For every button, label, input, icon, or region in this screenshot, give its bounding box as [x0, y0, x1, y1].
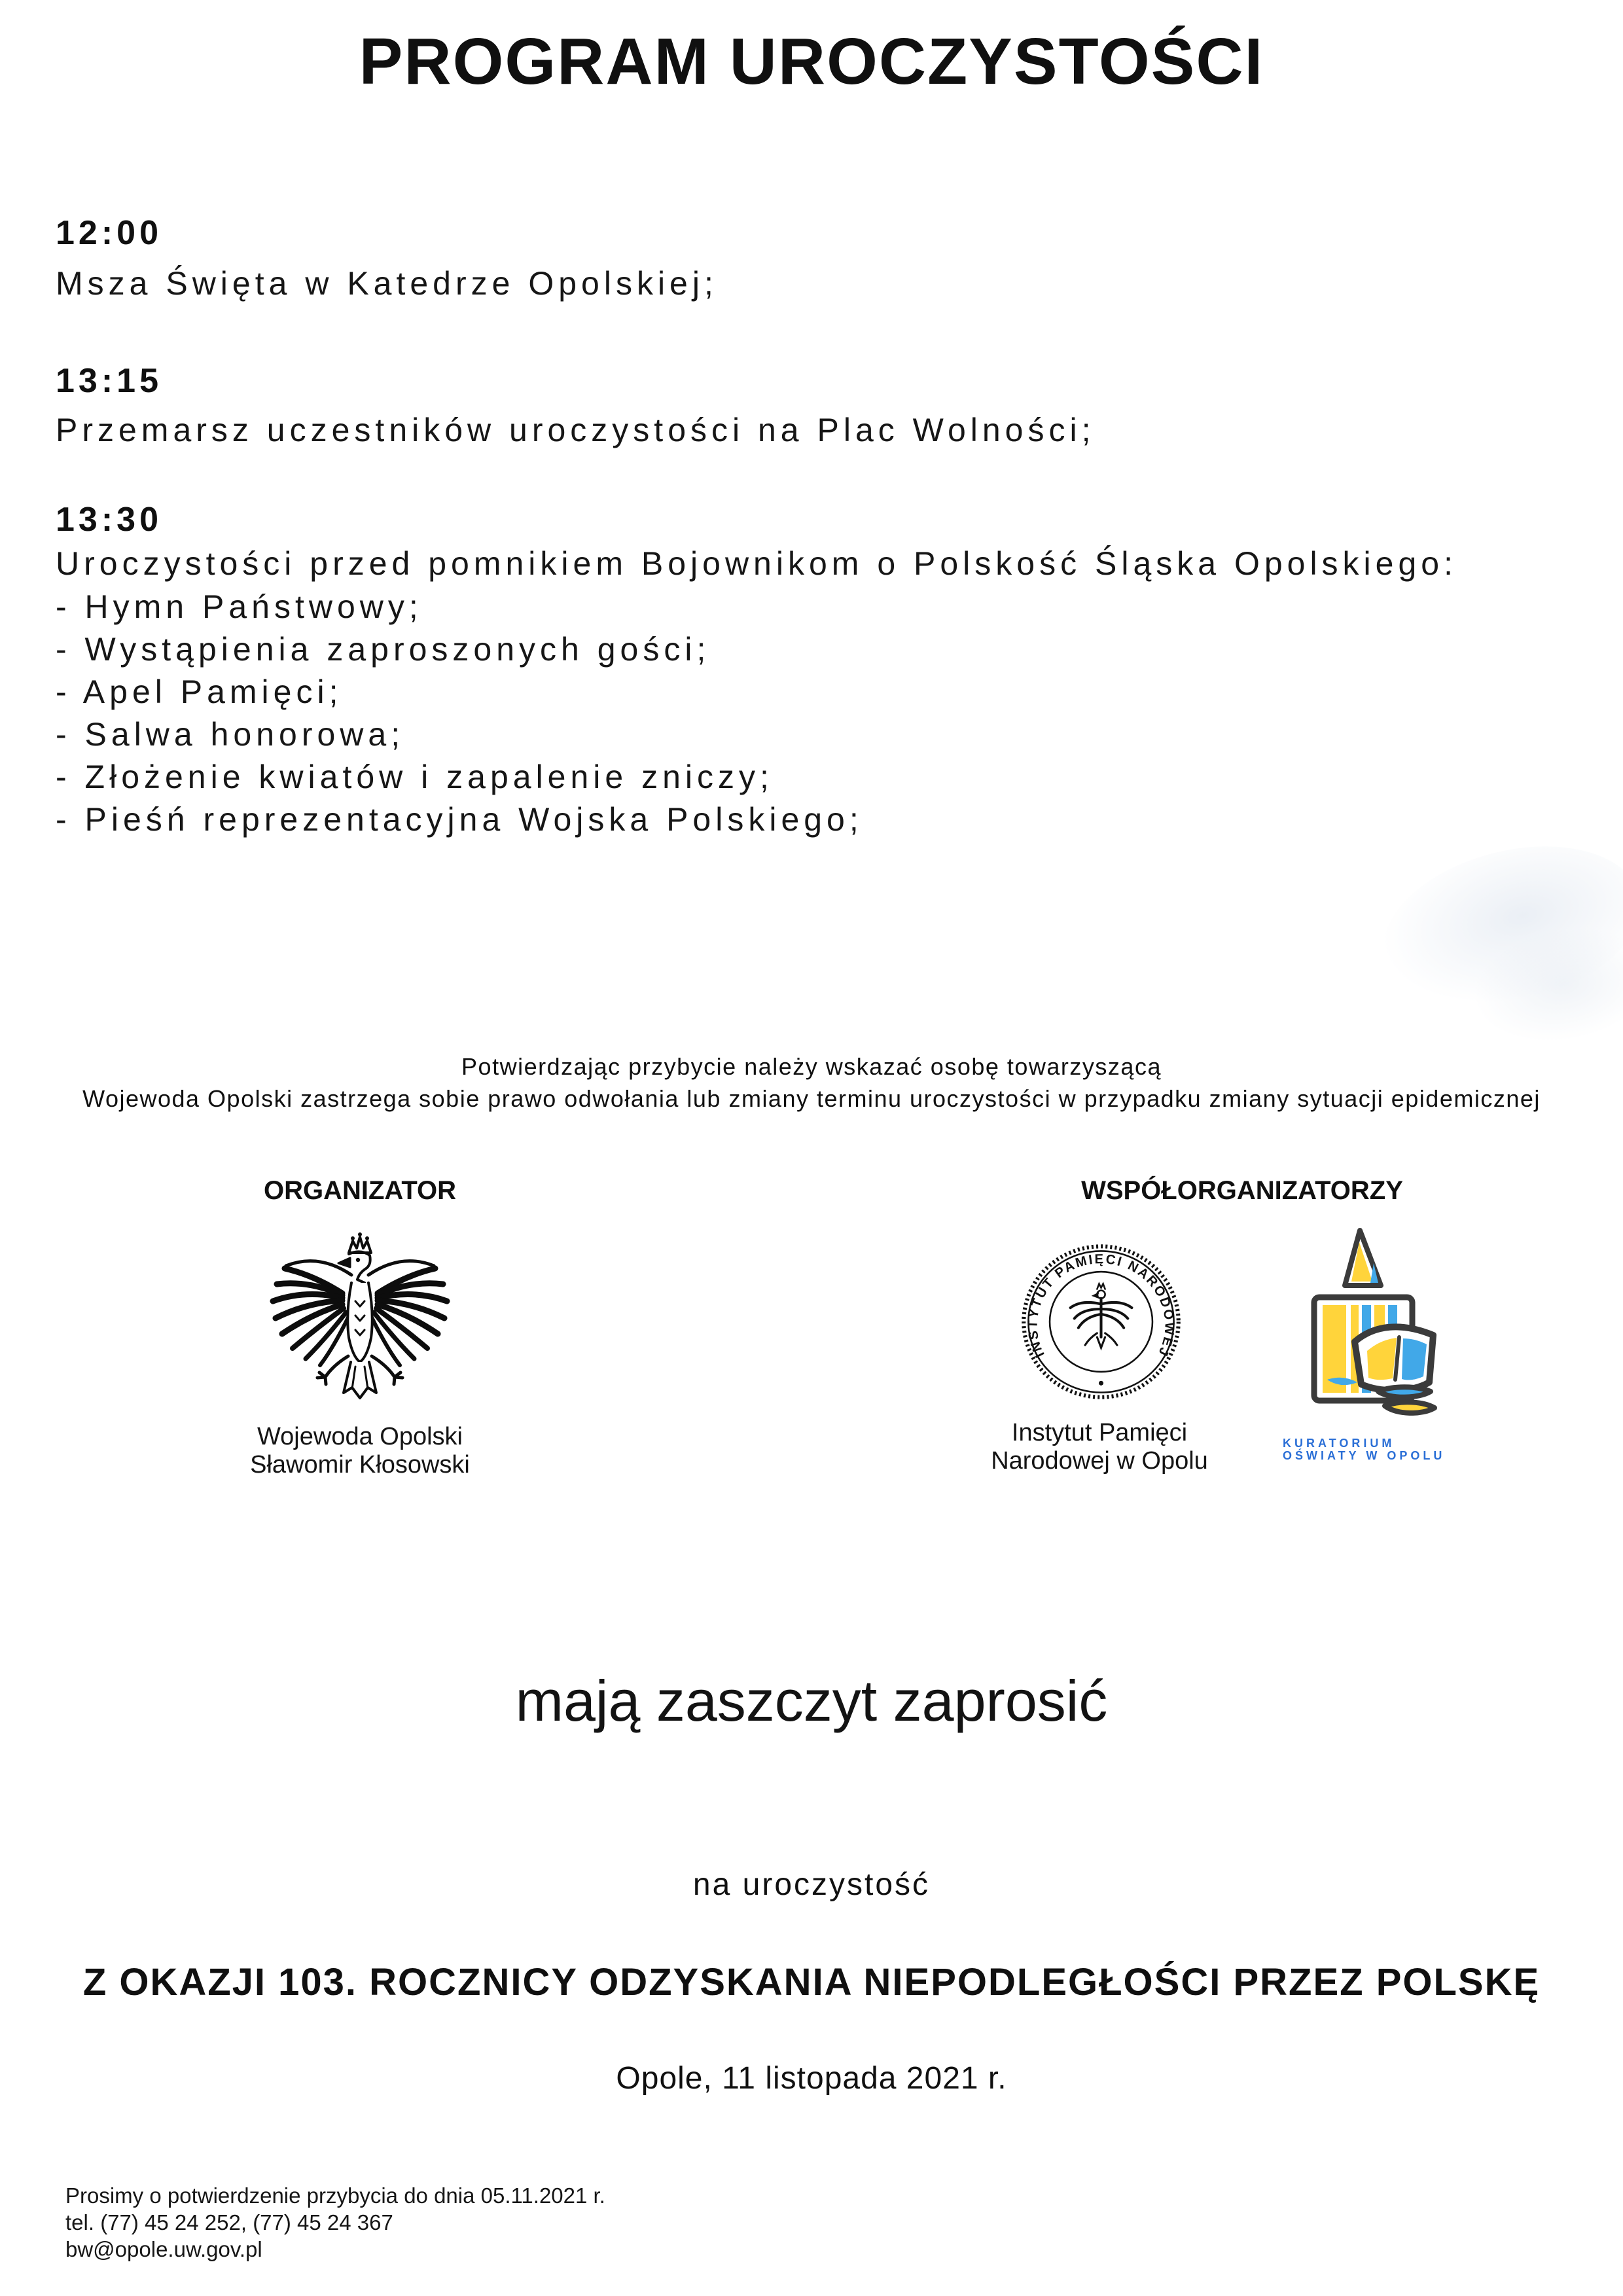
eagle-caption-line1: Wojewoda Opolski [257, 1423, 463, 1450]
footer-contact [65, 2182, 605, 2263]
note-disclaimer: Wojewoda Opolski zastrzega sobie prawo odwołania lub zmiany terminu uroczystości w przypadku zmiany sytuacji epidemicznej [82, 1085, 1541, 1112]
kuratorium-logo [1281, 1225, 1445, 1431]
schedule-bullet-6: - Pieśń reprezentacyjna Wojska Polskiego; [56, 801, 863, 838]
coorganizers-header: WSPÓŁORGANIZATORZY [1081, 1176, 1403, 1205]
page-title: PROGRAM UROCZYSTOŚCI [359, 25, 1264, 98]
ipn-caption [969, 1419, 1230, 1475]
kuratorium-caption [1283, 1437, 1445, 1462]
footer-email: bw@opole.uw.gov.pl [65, 2237, 262, 2261]
background-watermark-2 [1464, 914, 1623, 1056]
footer-confirmation-line: Prosimy o potwierdzenie przybycia do dnia 05.11.2021 r. [65, 2183, 605, 2208]
eagle-caption-line2: Sławomir Kłosowski [250, 1451, 470, 1479]
footer-phone-line: tel. (77) 45 24 252, (77) 45 24 367 [65, 2210, 393, 2234]
schedule-bullet-3: - Apel Pamięci; [56, 673, 343, 710]
schedule-time-3: 13:30 [56, 501, 162, 539]
occasion-title: Z OKAZJI 103. ROCZNICY ODZYSKANIA NIEPODLEGŁOŚCI PRZEZ POLSKĘ [82, 1961, 1541, 2003]
schedule-bullet-4: - Salwa honorowa; [56, 716, 405, 753]
schedule-bullet-1: - Hymn Państwowy; [56, 588, 423, 625]
schedule-desc-1: Msza Święta w Katedrze Opolskiej; [56, 265, 718, 302]
kuratorium-caption-line1: KURATORIUM [1283, 1437, 1395, 1450]
schedule-bullet-2: - Wystąpienia zaproszonych gości; [56, 631, 711, 668]
schedule-bullet-5: - Złożenie kwiatów i zapalenie zniczy; [56, 759, 774, 795]
note-confirmation: Potwierdzając przybycie należy wskazać osobę towarzyszącą [461, 1053, 1162, 1080]
schedule-desc-2: Przemarsz uczestników uroczystości na Plac Wolności; [56, 412, 1096, 448]
ipn-seal-logo [1014, 1237, 1188, 1407]
ipn-caption-line1: Instytut Pamięci [1011, 1419, 1188, 1446]
ipn-caption-line2: Narodowej w Opolu [991, 1447, 1208, 1475]
organizer-header: ORGANIZATOR [263, 1176, 457, 1205]
kuratorium-caption-line2: OŚWIATY W OPOLU [1283, 1449, 1446, 1462]
ipn-seal-text: INSTYTUT PAMIĘCI NARODOWEJ [1026, 1252, 1177, 1360]
background-watermark [1366, 821, 1623, 1031]
place-date: Opole, 11 listopada 2021 r. [616, 2061, 1007, 2096]
schedule-time-1: 12:00 [56, 214, 162, 252]
polish-eagle-logo [265, 1228, 455, 1411]
honor-line: mają zaszczyt zaprosić [515, 1668, 1108, 1733]
schedule-desc-3: Uroczystości przed pomnikiem Bojownikom o Polskość Śląska Opolskiego: [56, 545, 1457, 582]
schedule-time-2: 13:15 [56, 362, 162, 400]
eagle-caption [249, 1423, 471, 1479]
occasion-intro: na uroczystość [692, 1867, 931, 1902]
